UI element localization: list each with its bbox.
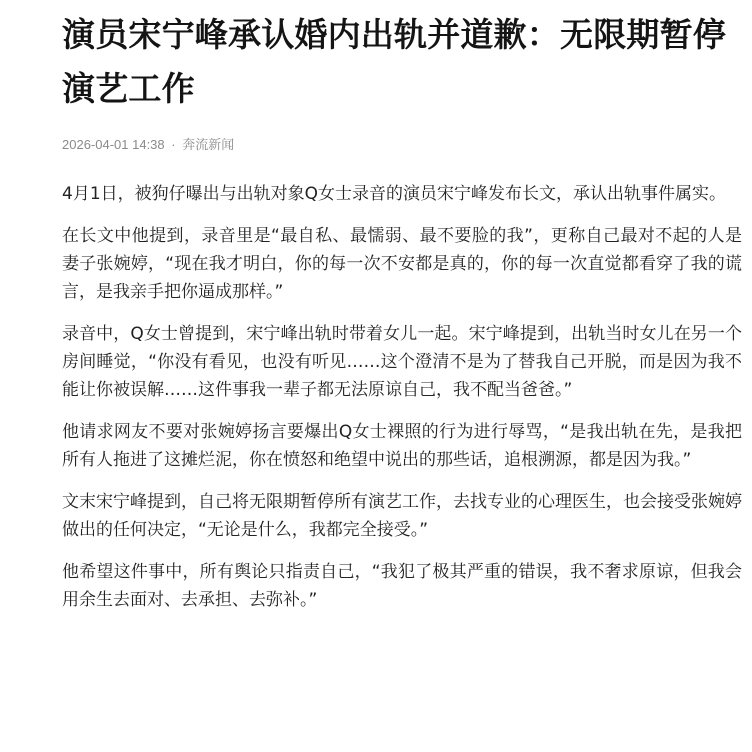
article <box>62 8 742 628</box>
paragraph: 4月1日，被狗仔曝出与出轨对象Q女士录音的演员宋宁峰发布长文，承认出轨事件属实。 <box>62 184 727 204</box>
article-body <box>62 180 742 614</box>
meta-separator: · <box>171 137 176 152</box>
paragraph: 文末宋宁峰提到，自己将无限期暂停所有演艺工作，去找专业的心理医生，也会接受张婉婷做出的任何决定，“无论是什么，我都完全接受。” <box>62 492 742 540</box>
source-name: 奔流新闻 <box>182 137 235 152</box>
paragraph: 录音中，Q女士曾提到，宋宁峰出轨时带着女儿一起。宋宁峰提到，出轨当时女儿在另一个房间睡觉，“你没有看见，也没有听见……这个澄清不是为了替我自己开脱，而是因为我不能让你被误解……这件事我一辈子都无法原谅自己，我不配当爸爸。” <box>62 324 742 400</box>
publish-datetime: 2026-04-01 14:38 <box>62 137 165 152</box>
paragraph: 他希望这件事中，所有舆论只指责自己，“我犯了极其严重的错误，我不奢求原谅，但我会用余生去面对、去承担、去弥补。” <box>62 562 742 610</box>
article-title: 演员宋宁峰承认婚内出轨并道歉：无限期暂停演艺工作 <box>62 15 726 108</box>
paragraph: 他请求网友不要对张婉婷扬言要爆出Q女士裸照的行为进行辱骂，“是我出轨在先，是我把所有人拖进了这摊烂泥，你在愤怒和绝望中说出的那些话，追根溯源，都是因为我。” <box>62 422 742 470</box>
paragraph: 在长文中他提到，录音里是“最自私、最懦弱、最不要脸的我”，更称自己最对不起的人是妻子张婉婷，“现在我才明白，你的每一次不安都是真的，你的每一次直觉都看穿了我的谎言，是我亲手把你逼成那样。” <box>62 226 742 302</box>
article-meta <box>62 136 742 154</box>
